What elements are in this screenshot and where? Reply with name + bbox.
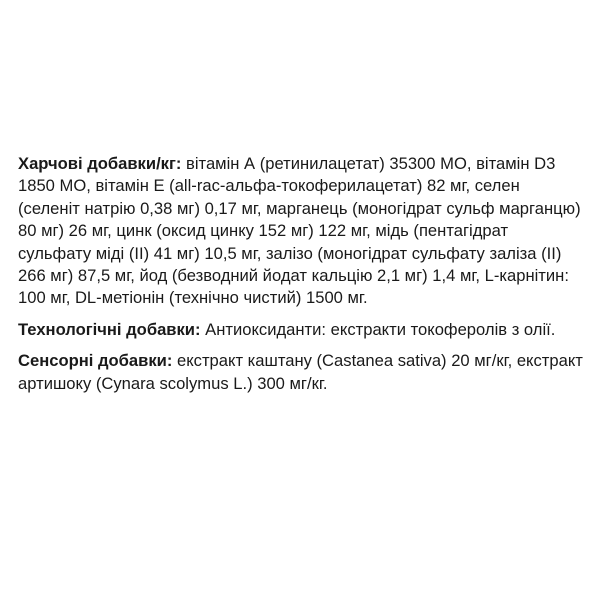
sensory-additives-label: Сенсорні добавки:	[18, 351, 173, 371]
nutritional-additives-paragraph	[18, 153, 584, 310]
sensory-additives-text: екстракт каштану (Castanea sativa) 20 мг/кг, екстракт артишоку (Cynara scolymus L.) 300 мг/кг.	[18, 351, 583, 393]
sensory-additives-paragraph	[18, 350, 584, 395]
nutritional-additives-text: вітамін А (ретинилацетат) 35300 МО, вітамін D3 1850 МО, вітамін Е (all-rac-альфа-токоферилацетат) 82 мг, селен (селеніт натрію 0,38 мг) 0,17 мг, марганець (моногідрат сульф марганцю) 80 мг) 26 мг, цинк (оксид цинку 152 мг) 122 мг, мідь (пентагідрат сульфату міді (II) 41 мг) 10,5 мг, залізо (моногідрат сульфату заліза (II) 266 мг) 87,5 мг, йод (безводний йодат кальцію 2,1 мг) 1,4 мг, L-карнітин: 100 мг, DL-метіонін (технічно чистий) 1500 мг.	[18, 154, 581, 308]
technological-additives-paragraph	[18, 319, 584, 341]
nutritional-additives-label: Харчові добавки/кг:	[18, 154, 182, 173]
technological-additives-label: Технологічні добавки:	[18, 319, 201, 339]
technological-additives-text: Антиоксиданти: екстракти токоферолів з олії.	[200, 319, 556, 339]
